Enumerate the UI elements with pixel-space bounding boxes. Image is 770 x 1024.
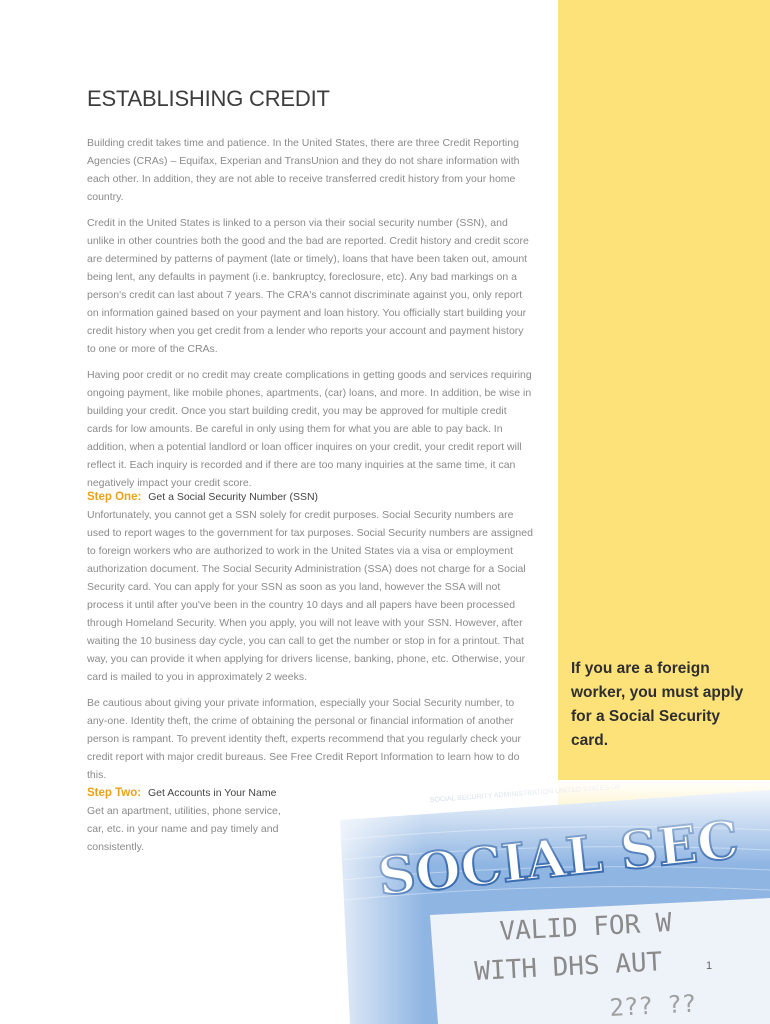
page-title: ESTABLISHING CREDIT — [87, 86, 330, 111]
paragraph: Having poor credit or no credit may create complications in getting goods and services requiring ongoing payment, like mobile phones, apartments, (car) loans, and more. In addition, be wise in building your credit. Once you start building credit, you may be approved for multiple credit cards for low amounts. Be careful in only using them for what you are able to pay back. In addition, when a potential landlord or loan officer inquires on your credit, your credit report will reflect it. Each inquiry is recorded and if there are too many inquiries at the same time, it can negatively impact your credit score. — [87, 369, 532, 489]
step-one-heading — [87, 488, 533, 506]
step-one-title: Get a Social Security Number (SSN) — [148, 491, 319, 503]
step-two-label: Step Two: — [87, 787, 142, 799]
step-one-label: Step One: — [87, 491, 142, 503]
callout-text: If you are a foreign worker, you must apply for a Social Security card. — [571, 660, 744, 749]
step-one-body: Unfortunately, you cannot get a SSN solely for credit purposes. Social Security numbers are used to report wages to the government for tax purposes. Social Security numbers are assigned to foreign workers who are authorized to work in the United States via a visa or employment authorization document. The Social Security Administration (SSA) does not charge for a Social Security card. You can apply for your SSN as soon as you land, however the SSA will not process it until after you've been in the country 10 days and all papers have been processed through Homeland Security. When you apply, you will not leave with your SSN. However, after waiting the 10 business day cycle, you can call to get the number or stop in for a printout. That way, you can provide it when applying for drivers license, banking, phone, etc. Otherwise, your card is mailed to you in approximately 2 weeks. — [87, 509, 533, 683]
paragraph: Building credit takes time and patience. In the United States, there are three Credit Reporting Agencies (CRAs) – Equifax, Experian and TransUnion and they do not share information with each other. In addition, they are not able to receive transferred credit history from your home country. — [87, 137, 520, 203]
step-one-caution: Be cautious about giving your private information, especially your Social Security number, to any-one. Identity theft, the crime of obtaining the personal or financial information of another person is rampant. To prevent identity theft, experts recommend that you regularly check your credit report with major credit bureaus. See Free Credit Report Information to learn how to do this. — [87, 697, 522, 781]
step-two-body: Get an apartment, utilities, phone service, car, etc. in your name and pay timely and consistently. — [87, 805, 281, 853]
page-number: 1 — [706, 960, 713, 972]
step-two-title: Get Accounts in Your Name — [148, 787, 277, 799]
step-two-heading — [87, 784, 287, 802]
paragraph: Credit in the United States is linked to a person via their social security number (SSN), and unlike in other countries both the good and the bad are reported. Credit history and credit score are determined by patterns of payment (late or timely), loans that have been taken out, amount being lent, any defaults in payment (i.e. bankruptcy, foreclosure, etc). Any bad markings on a person's credit can last about 7 years. The CRA's cannot discriminate against you, only report on information gained based on your payment and loan history. You officially start building your credit history when you get credit from a lender who reports your account and payment history to one or more of the CRAs. — [87, 217, 529, 355]
social-security-card-image — [310, 780, 770, 1024]
step-one-section — [87, 488, 533, 792]
step-two-section — [87, 784, 287, 864]
intro-text — [87, 134, 533, 500]
